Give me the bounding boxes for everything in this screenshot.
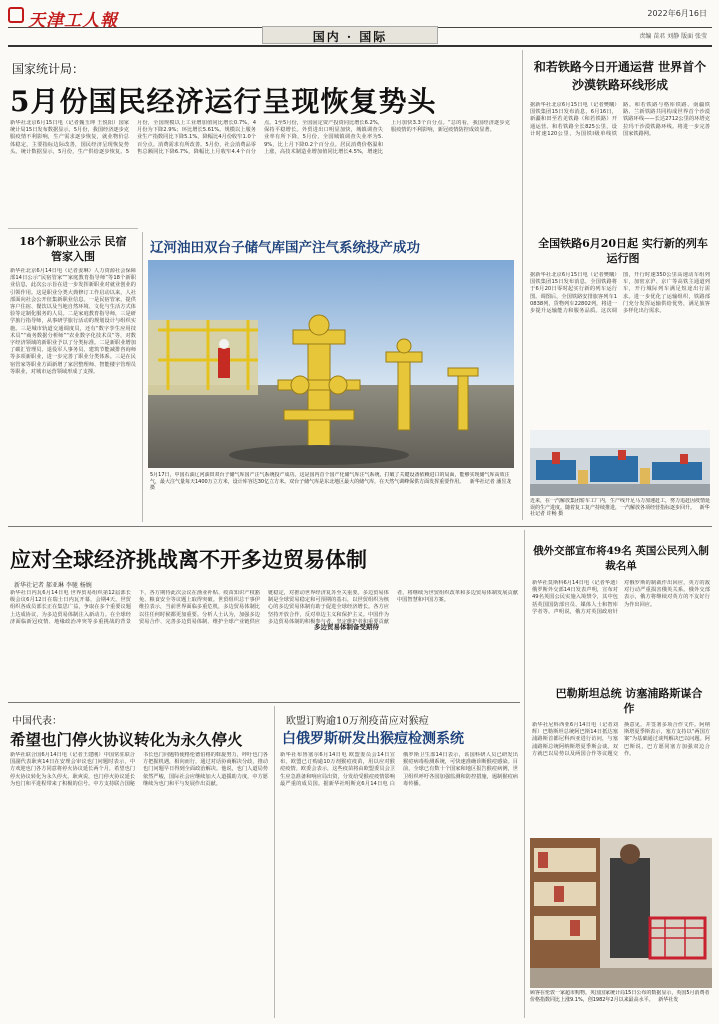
article-trade-subtitle: 多边贸易体制备受期待 [314, 623, 379, 631]
article-oilfield-title: 辽河油田双台子储气库国产注气系统投产成功 [150, 240, 420, 256]
masthead-rule-bottom [8, 45, 712, 47]
article-jobs-body: 新华社北京6月14日电（记者姜琳）人力资源社会保障部14日公示“民宿管家”“家庭教育指导师”等18个新职业信息，此次公示旨在进一步发挥新职业对就业创业的引领作用。这是职业分类大典修订工作启动以来，人社部面向社会公开征集新职业信息。一是民宿管家，提供客户住宿、餐饮以及当地自然环境、文化与生活方式体验等定制化服务的人员。二是家庭教育指导师，三是研学旅行指导师，从事研学旅行活动的规划设计与组织实施。三是城市轨道交通调度员，还有“数字孪生应用技术员”“商务数据分析师”“农业数字化技术员”等，对数字经济领域的新职业予以了分类标准。二是新职业增加了碳汇管理员、退役军人事务员、建筑节能减排咨询师等多项新职业，进一步完善了职业分类体系。三是在民宿管家等职业方面新增了家居整理师、智能楼宇管理员等职业，对城市运营领域形成了支撑。 [10, 268, 136, 375]
editors-line: 责编 苗君 刘静 版面 张莹 [639, 33, 707, 40]
supermarket-caption [530, 990, 712, 1016]
supermarket-photo [530, 838, 712, 988]
article-palestine-cyprus [530, 682, 712, 832]
factory-caption-text: 近来，在一汽解放集团轿车工厂内，生产线开足马力加速赶工，努力追赶因疫情延误的生产进度。随着复工复产持续推进，一汽解放各项经营指标逐步回升。 [530, 498, 710, 511]
article-trade-title: 应对全球经济挑战离不开多边贸易体制 [10, 547, 367, 572]
section-title: 国内 · 国际 [312, 30, 388, 44]
oilfield-illustration [148, 260, 514, 468]
article-oilfield [146, 232, 518, 522]
article-palestine-cyprus-title: 巴勒斯坦总统 访塞浦路斯谋合作 [555, 687, 703, 715]
article-yemen-title: 希望也门停火协议转化为永久停火 [10, 730, 243, 749]
oilfield-caption [150, 472, 514, 516]
factory-photo [530, 430, 710, 496]
article-monkeypox-title: 白俄罗斯研发出猴痘检测系统 [282, 731, 464, 747]
article-economy-kicker: 国家统计局： [12, 62, 85, 76]
article-train-schedule [528, 232, 712, 428]
factory-caption [530, 498, 710, 520]
divider-right-lower [524, 530, 525, 1018]
article-railway-loop-title: 和若铁路今日开通运营 世界首个沙漠铁路环线形成 [533, 60, 707, 92]
masthead-logo: 天津工人報 [28, 11, 118, 31]
article-train-schedule-body: 据新华社北京6月15日电（记者樊曦）国铁集团15日发布消息，全国铁路将于6月20日零时起实行新的列车运行图。调图后，全国铁路安排旅客列车10838列，货物列车22802列，将进一步提升运输能力和服务品质。这次调图，开行时速350公里高速动车组列车，加密京沪、京广等高铁主通道列车，开行城际列车满足短途出行需求。进一步优化了运输组织，铁路部门充分发挥运输供给优势，满足旅客多样化出行需求。 [530, 272, 710, 315]
oilfield-caption-text: 5月17日，中国石油辽河油田双台子储气库国产注气系统投产成功。这是国内首个国产化储气库注气系统，打破了关键设备依赖进口的局面，能够实现储气库高效注气，最大注气量每天1400万立方米，设计库容达30亿立方米。双台子储气库是东北地区最大的储气库，在天然气调峰保供方面发挥重要作用。 [150, 472, 510, 485]
supermarket-caption-credit: 新华社发 [658, 996, 679, 1003]
article-trade-byline: 新华社记者 郝亚琳 李驰 杨婉 [14, 582, 92, 589]
masthead [0, 0, 719, 46]
article-economy-body: 新华社北京6月15日电（记者魏玉坤 王悦阳）国家统计局15日发布数据显示，5月份，我国经济逐步克服疫情不利影响，生产需求逐步恢复，就业物价总体稳定，主要指标边际改善，国民经济呈现恢复势头。统计数据显示，5月份，生产供给逐步恢复。5月份，全国规模以上工业增加值同比增长0.7%，4月份为下降2.9%；环比增长5.61%。规模以上服务业生产指数同比下降5.1%，降幅比4月份收窄1.0个百分点。消费需求有所改善。5月份，社会消费品零售总额同比下降6.7%，降幅比上月收窄4.4个百分点。1至5月份，全国固定资产投资同比增长6.2%，保持平稳增长。外贸进出口明显加快，城镇调查失业率有所下降，5月份，全国城镇调查失业率为5.9%，比上月下降0.2个百分点。居民消费价格温和上涨，高技术制造业增加值同比增长4.5%，增速比上月加快3.3个百分点。“总的看，我国经济逐步克服疫情的不利影响，新冠疫情防控成效显著。 [10, 120, 510, 155]
article-jobs-title: 18个新职业公示 民宿管家入围 [19, 235, 127, 263]
article-economy-title: 5月份国民经济运行呈现恢复势头 [10, 85, 437, 118]
supermarket-illustration [530, 838, 712, 988]
article-train-schedule-title: 全国铁路6月20日起 实行新的列车运行图 [538, 237, 708, 265]
divider-left-column [142, 232, 143, 522]
article-jobs-rule [8, 228, 138, 229]
factory-illustration [530, 430, 710, 496]
masthead-date: 2022年6月16日 [647, 9, 707, 18]
divider-lower [8, 702, 520, 703]
article-yemen [8, 706, 270, 1018]
divider-lower-middle [274, 706, 275, 1018]
oilfield-photo [148, 260, 514, 468]
article-monkeypox-body: 新华社布鲁塞尔6月14日电 欧盟委员会14日宣布，欧盟已订购逾10万剂猴痘疫苗，用以应对猴痘疫情。欧委会表示，这些疫苗将由欧盟委员会卫生应急准备和响应局出资，分发给受猴痘疫情影响最严重的成员国。据新华社明斯克6月14日电 白俄罗斯卫生部14日表示，该国科研人员已研发出猴痘病毒检测系统，可快速准确诊断猴痘感染。目前，全球已有数十个国家和地区报告猴痘病例，世卫组织呼吁各国加强监测和防控措施，遏制猴痘病毒传播。 [280, 752, 518, 787]
article-railway-loop-body: 据新华社北京6月15日电（记者樊曦）国铁集团15日发布消息，6月16日，新疆和田至若羌铁路（和若铁路）开通运营。和若铁路全长825公里，设计时速120公里，为国铁I级单线铁路。和若铁路与格库铁路、南疆铁路、兰新铁路共同构成世界首个沙漠铁路环线——长达2712公里的环塔克拉玛干沙漠铁路环线。将进一步完善国家铁路网。 [530, 102, 710, 137]
article-economy [8, 50, 514, 225]
supermarket-photo-block [530, 838, 712, 1018]
article-russia-sanctions-title: 俄外交部宣布将49名 英国公民列入制裁名单 [533, 545, 709, 572]
supermarket-caption-text: 顾客在伦敦一家超市购物。英国国家统计局15日公布的数据显示，英国5月消费者价格指数同比上涨9.1%，创1982年2月以来最高水平。 [530, 990, 710, 1003]
article-jobs [8, 232, 138, 522]
masthead-logo-seal [8, 7, 24, 23]
article-russia-sanctions-body: 新华社莫斯科6月14日电（记者华迪）俄罗斯外交部14日发表声明，宣布对49名英国公民实施入境禁令，其中包括英国国防部官员、媒体人士和智库学者等。声明说，俄方对英国政府针对俄罗斯的制裁作出回应，英方的敌对行动严重损害俄英关系。俄外交部表示，俄方将继续对英方的不友好行为作出回应。 [532, 580, 710, 615]
factory-caption-credit: 新华社记者 许畅 摄 [530, 504, 710, 518]
oilfield-caption-credit: 新华社记者 潘昱龙 摄 [150, 478, 512, 492]
article-yemen-kicker: 中国代表： [12, 716, 62, 727]
article-trade [8, 530, 520, 698]
article-trade-body: 新华社日内瓦6月14日电 世界贸易组织第12届部长级会议6月12日在瑞士日内瓦开幕，会期4天。世贸组织各成员部长正在集思广益，争取在多个重要议题上达成协议，为多边贸易体制注入新动力。在全球经济面临新冠疫情、地缘政治冲突等多重挑战的背景下，各方期待此次会议在渔业补贴、疫苗知识产权豁免、粮食安全等议题上取得突破。世贸组织总干事伊维拉表示，当前世界面临多重危机，多边贸易体制比以往任何时候都更加重要。分析人士认为，加强多边贸易合作、完善多边贸易体制、维护全球产业链供应链稳定，对推动世界经济复苏至关重要。多边贸易体制是全球贸易稳定和可预期的基石，以世贸组织为核心的多边贸易体制有助于促进全球经济增长。各方应坚持开放合作，反对单边主义和保护主义。中国作为多边贸易体制的积极参与者、坚定维护者和重要贡献者，将继续为世贸组织改革和多边贸易体制发展贡献中国智慧和中国方案。 [10, 590, 518, 625]
factory-photo-block [528, 430, 712, 522]
article-monkeypox-kicker: 欧盟订购逾10万剂疫苗应对猴痘 [286, 716, 429, 727]
article-russia-sanctions [530, 530, 712, 680]
divider-right-column [522, 50, 523, 520]
divider-middle [8, 526, 712, 527]
article-railway-loop [528, 50, 712, 230]
article-yemen-body: 新华社联合国6月14日电（记者王建刚）中国常驻联合国副代表耿爽14日在安理会审议也门问题时表示，中方欢迎也门各方同意将停火协议延长两个月，希望也门停火协议转化为永久停火。耿爽说，也门停火协议延长为也门和平进程带来了积极的信号。中方支持联合国秘书长也门问题特使格伦德伯格的斡旋努力，呼吁也门各方把握机遇，相向而行，通过对话协商解决分歧，推动也门问题早日得到全面政治解决。他说，也门人道局势依然严峻，国际社会应继续加大人道援助力度，中方愿继续为也门和平与发展作出贡献。 [10, 752, 268, 787]
article-palestine-cyprus-body: 新华社尼科西亚6月14日电（记者刘辉）巴勒斯坦总统阿巴斯14日抵达塞浦路斯首都尼科西亚进行访问，与塞浦路斯总统阿纳斯塔夏季斯会谈。双方就巴以局势以及两国合作等议题交换意见，并签署多项合作文件。阿纳斯塔夏季斯表示，塞方支持以“两国方案”为基础通过谈判解决巴以问题。阿巴斯说，巴方愿同塞方加强双边合作。 [532, 722, 710, 757]
article-monkeypox [278, 706, 520, 1018]
